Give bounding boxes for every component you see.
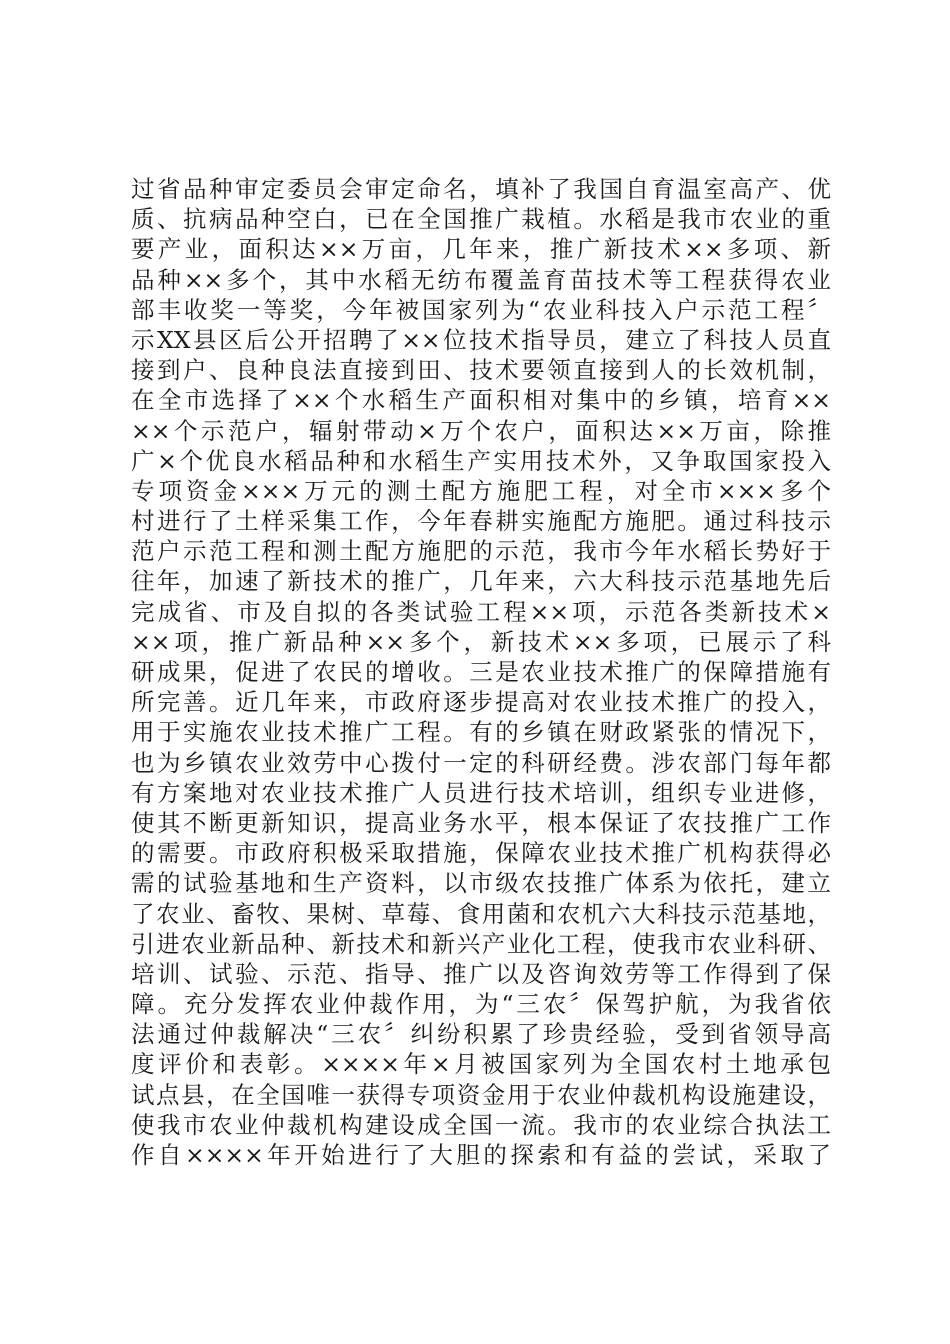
text-line-4: 品种××多个，其中水稻无纺布覆盖育苗技术等工程获得农业 [131, 265, 831, 294]
text-line-17: 研成果，促进了农民的增收。三是农业技术推广的保障措施有 [131, 658, 831, 686]
text-line-11: 专项资金×××万元的测土配方施肥工程，对全市×××多个 [131, 476, 831, 505]
text-line-14: 往年，加速了新技术的推广，几年来，六大科技示范基地先后 [131, 567, 831, 596]
text-line-24: 需的试验基地和生产资料，以市级农技推广体系为依托，建立 [131, 869, 831, 898]
text-line-13: 范户示范工程和测土配方施肥的示范，我市今年水稻长势好于 [131, 537, 831, 566]
text-line-31: 试点县，在全国唯一获得专项资金用于农业仲裁机构设施建设， [131, 1080, 831, 1109]
text-line-18: 所完善。近几年来，市政府逐步提高对农业技术推广的投入， [131, 688, 831, 717]
text-line-33: 作自××××年开始进行了大胆的探索和有益的尝试，采取了 [131, 1141, 831, 1169]
text-line-10: 广×个优良水稻品种和水稻生产实用技术外，又争取国家投入 [131, 446, 831, 475]
text-line-8: 在全市选择了××个水稻生产面积相对集中的乡镇，培育×× [131, 386, 831, 415]
text-line-1: 过省品种审定委员会审定命名，填补了我国自育温室高产、优 [131, 175, 831, 203]
text-line-27: 培训、试验、示范、指导、推广以及咨询效劳等工作得到了保 [131, 959, 831, 988]
text-line-32: 使我市农业仲裁机构建设成全国一流。我市的农业综合执法工 [131, 1110, 831, 1139]
text-line-12: 村进行了土样采集工作，今年春耕实施配方施肥。通过科技示 [131, 507, 831, 536]
text-line-15: 完成省、市及自拟的各类试验工程××项，示范各类新技术× [131, 597, 831, 626]
text-line-19: 用于实施农业技术推广工程。有的乡镇在财政紧张的情况下， [131, 718, 831, 747]
body-text [131, 174, 831, 1170]
text-line-16: ××项，推广新品种××多个，新技术××多项，已展示了科 [131, 627, 831, 656]
text-line-29: 法通过仲裁解决“三农〞纠纷积累了珍贵经验，受到省领导高 [131, 1020, 831, 1049]
text-line-20: 也为乡镇农业效劳中心拨付一定的科研经费。涉农部门每年都 [131, 748, 831, 777]
text-line-22: 使其不断更新知识，提高业务水平，根本保证了农技推广工作 [131, 808, 831, 837]
text-line-25: 了农业、畜牧、果树、草莓、食用菌和农机六大科技示范基地， [131, 899, 831, 928]
text-line-2: 质、抗病品种空白，已在全国推广栽植。水稻是我市农业的重 [131, 205, 831, 234]
text-line-21: 有方案地对农业技术推广人员进行技术培训，组织专业进修， [131, 778, 831, 807]
text-line-30: 度评价和表彰。××××年×月被国家列为全国农村土地承包 [131, 1050, 831, 1079]
text-line-28: 障。充分发挥农业仲裁作用，为“三农〞保驾护航，为我省依 [131, 990, 831, 1019]
text-line-5: 部丰收奖一等奖，今年被国家列为“农业科技入户示范工程〞 [131, 295, 831, 324]
text-line-26: 引进农业新品种、新技术和新兴产业化工程，使我市农业科研、 [131, 929, 831, 958]
text-line-7: 接到户、良种良法直接到田、技术要领直接到人的长效机制， [131, 356, 831, 385]
text-line-3: 要产业，面积达××万亩，几年来，推广新技术××多项、新 [131, 235, 831, 264]
text-line-23: 的需要。市政府积极采取措施，保障农业技术推广机构获得必 [131, 839, 831, 868]
text-line-9: ××个示范户，辐射带动×万个农户，面积达××万亩，除推 [131, 416, 831, 445]
text-line-6: 示XX县区后公开招聘了××位技术指导员，建立了科技人员直 [131, 325, 831, 354]
